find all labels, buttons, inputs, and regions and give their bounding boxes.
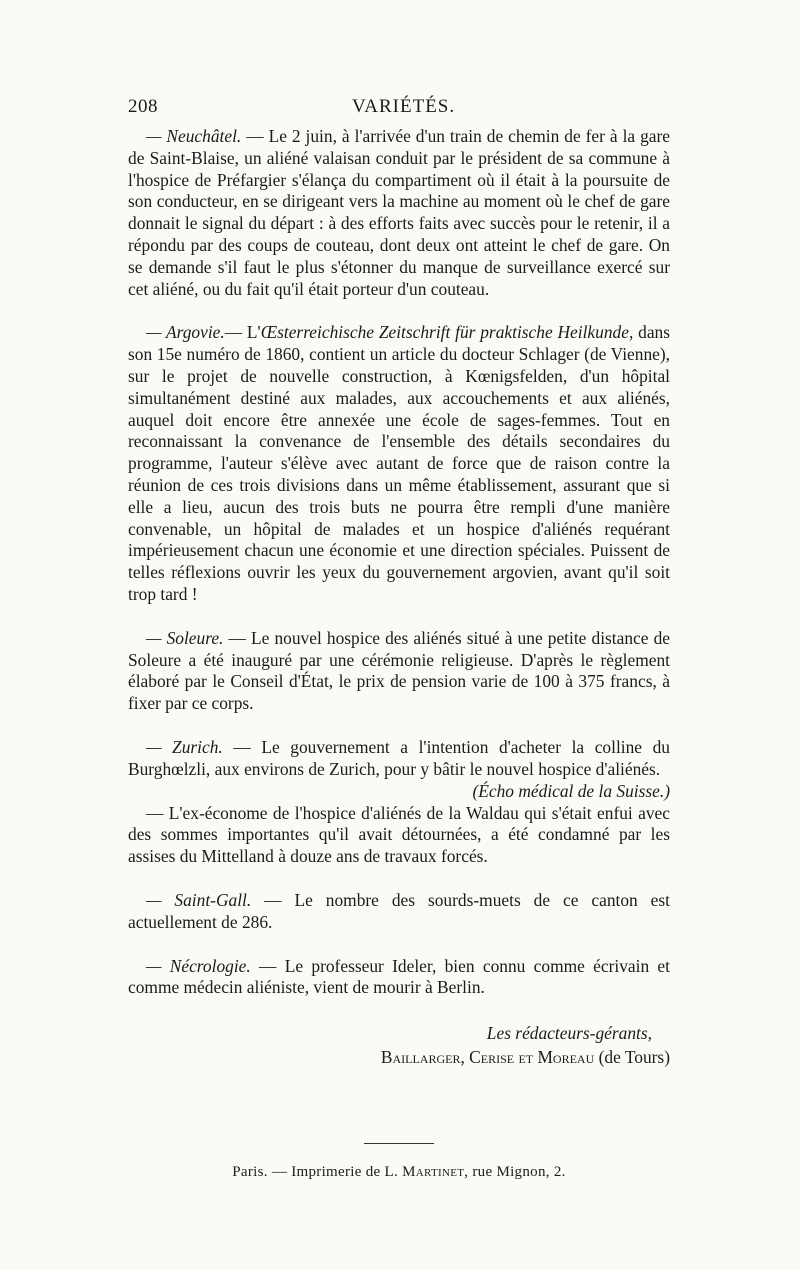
source-citation: (Écho médical de la Suisse.) [472,780,670,801]
paragraph-necrologie [128,956,670,1000]
paragraph-lead: — Soleure. [146,627,224,648]
paragraph-text: — Le nouvel hospice des aliénés situé à une petite distance de Soleure a été inauguré par une cérémonie religieuse. D'après le règlement élaboré par le Conseil d'État, le prix de pension varie de 100 à 375 francs, à fixer par ce corps. [128,627,670,714]
paragraph-text: — Le professeur Ideler, bien connu comme écrivain et comme médecin aliéniste, vient de mourir à Berlin. [128,955,670,998]
signature-role: Les rédacteurs-gérants, [486,1023,652,1044]
running-title: VARIÉTÉS. [352,96,456,117]
editor-location: (de Tours) [594,1047,670,1068]
article-body [128,126,670,999]
paragraph-text: — Le nombre des sourds-muets de ce canton est actuellement de 286. [128,889,670,932]
paragraph-text: — L' [224,322,261,343]
paragraph-text: — Le gouvernement a l'intention d'acheter la colline du Burghœlzli, aux environs de Zurich, pour y bâtir le nouvel hospice d'aliénés. [128,736,670,779]
paragraph-neuchatel [128,126,670,300]
paragraph-lead: — Neuchâtel. [146,126,242,146]
journal-title: Œsterreichische Zeitschrift für praktische Heilkunde [260,322,629,343]
paragraph-text: , dans son 15e numéro de 1860, contient un article du docteur Schlager (de Vienne), sur le projet de nouvelle construction, à Kœnigsfelden, d'un hôpital simultanément destiné aux malades, aux accouchements et aux aliénés, auquel doit encore être annexée une école de sages-femmes. Tout en reconnaissant la convenance de l'ensemble des détails secondaires du programme, l'auteur s'élève avec autant de force que de raison contre la réunion de ces trois divisions dans un même établissement, assurant que si elle a lieu, aucun des trois buts ne pourra être rempli d'une manière convenable, un hôpital de malades et un hospice d'aliénés requérant impérieusement chacun une économie et une direction spéciales. Puissent de telles réflexions ouvrir les yeux du gouvernement argovien, avant qu'il soit trop tard ! [128,322,671,604]
paragraph-saint-gall [128,890,670,934]
divider-rule [364,1143,434,1144]
page-number: 208 [128,96,158,117]
paragraph-lead: — Zurich. [146,736,223,757]
paragraph-waldau [128,803,670,868]
page-header [128,96,670,126]
paragraph-lead: — Argovie. [146,322,225,343]
imprint-text: , rue Mignon, 2. [464,1164,566,1181]
printer-imprint [128,1164,670,1181]
editor-names: Baillarger, Cerise et Moreau [380,1047,595,1068]
paragraph-zurich [128,736,670,801]
paragraph-text: — Le 2 juin, à l'arrivée d'un train de chemin de fer à la gare de Saint-Blaise, un aliéné valaisan conduit par le président de sa commune à l'hospice de Préfargier s'élança du compartiment où il était à la poursuite de son conducteur, en se dirigeant vers la machine au moment où le chef de gare donnait le signal du départ : à des efforts faits avec succès pour le retenir, il a répondu par des coups de couteau, dont deux ont atteint le chef de gare. On se demande s'il faut le plus s'étonner du manque de surveillance exercé sur cet aliéné, ou du fait qu'il était porteur d'un couteau. [128,126,670,299]
page [128,96,670,1181]
imprint-text: Paris. — Imprimerie de L. [232,1164,403,1181]
paragraph-lead: — Saint-Gall. [146,889,252,910]
paragraph-text: — L'ex-économe de l'hospice d'aliénés de la Waldau qui s'était enfui avec des sommes importantes qu'il avait détournées, a été condamné par les assises du Mittelland à douze ans de travaux forcés. [128,802,670,867]
paragraph-argovie [128,322,670,605]
printer-name: Martinet [402,1164,465,1181]
signature-block [128,1021,670,1069]
paragraph-lead: — Nécrologie. [146,955,251,976]
signature-names [128,1045,670,1069]
paragraph-soleure [128,628,670,715]
